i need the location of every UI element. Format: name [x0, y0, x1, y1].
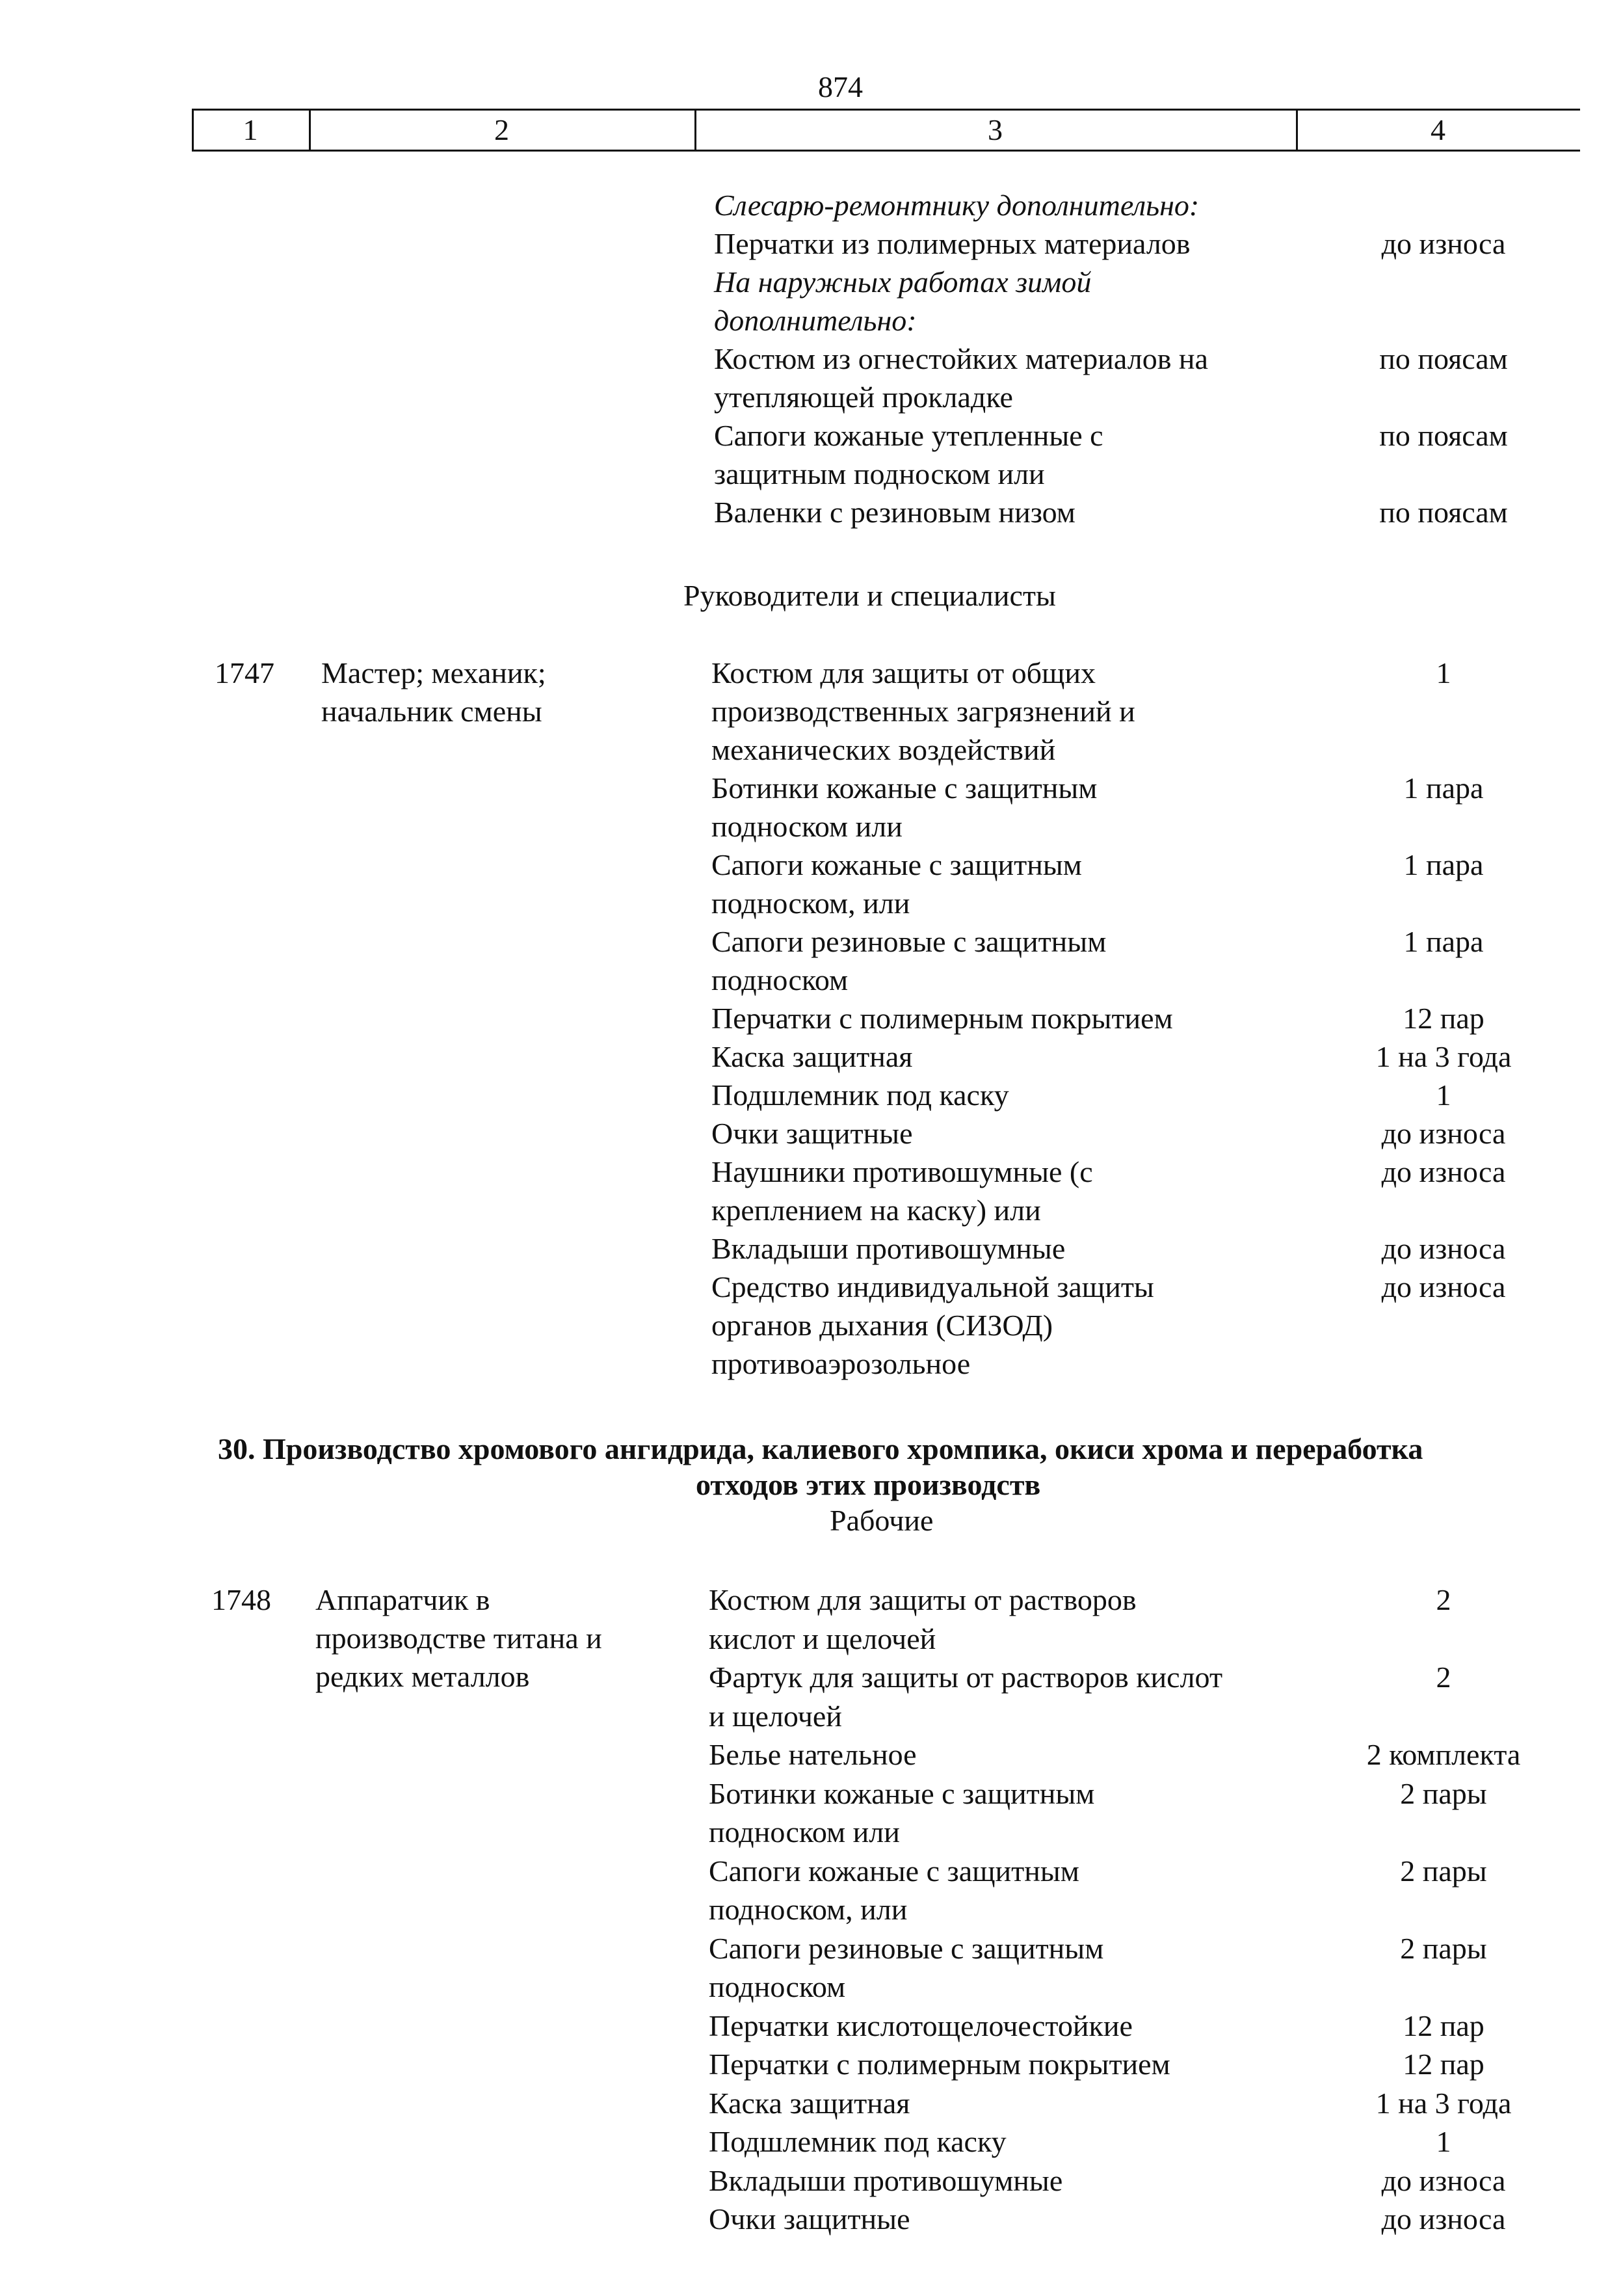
norm-value: по поясам [1379, 496, 1508, 529]
item-text: защитным подноском или [714, 457, 1045, 490]
item-text: Перчатки кислотощелочестойкие [709, 2009, 1133, 2042]
norm-value: 12 пар [1403, 1002, 1484, 1035]
profession-line: начальник смены [321, 695, 542, 728]
item-text: Наушники противошумные (с [711, 1155, 1093, 1188]
norm-value: 2 пары [1400, 1854, 1487, 1888]
item-text: Очки защитные [711, 1117, 913, 1150]
norm-value: 12 пар [1403, 2009, 1484, 2042]
norm-value: 1 [1436, 2125, 1451, 2158]
norm-value: до износа [1381, 227, 1506, 260]
entry-number-1748: 1748 [211, 1583, 271, 1616]
norm-value: 1 пара [1403, 771, 1484, 805]
table-header-row [192, 109, 1580, 152]
page-number: 874 [818, 70, 863, 103]
item-text: Перчатки с полимерным покрытием [709, 2048, 1170, 2081]
norm-value: 2 [1436, 1661, 1451, 1694]
norm-value: 12 пар [1403, 2048, 1484, 2081]
item-text: Сапоги кожаные с защитным [711, 848, 1082, 881]
item-text: подноском, или [709, 1893, 908, 1926]
item-text: механических воздействий [711, 733, 1056, 766]
item-text: Каска защитная [711, 1040, 913, 1073]
norm-value: 1 пара [1403, 848, 1484, 881]
item-text: Сапоги кожаные с защитным [709, 1854, 1079, 1888]
item-text: Каска защитная [709, 2086, 910, 2120]
item-text: Слесарю-ремонтнику дополнительно: [714, 189, 1200, 222]
item-text: кислот и щелочей [709, 1622, 936, 1655]
item-text: Вкладыши противошумные [709, 2163, 1063, 2197]
item-text: Ботинки кожаные с защитным [709, 1776, 1095, 1810]
item-text: Вкладыши противошумные [711, 1232, 1066, 1265]
norm-value: до износа [1381, 2202, 1506, 2236]
norm-value: 1 [1436, 656, 1451, 689]
header-col-4: 4 [1431, 113, 1445, 146]
section-30-subheading: Рабочие [830, 1504, 934, 1537]
section-30-title-cont: отходов этих производств [696, 1468, 1041, 1501]
item-text: Белье нательное [709, 1738, 917, 1771]
item-text: подноском [709, 1970, 846, 2003]
norm-value: 2 комплекта [1366, 1738, 1521, 1771]
header-col-1: 1 [243, 113, 258, 146]
item-text: На наружных работах зимой [714, 265, 1092, 299]
item-text: дополнительно: [714, 304, 917, 337]
norm-value: 1 пара [1403, 925, 1484, 958]
item-text: подноском или [709, 1815, 900, 1849]
item-text: Перчатки из полимерных материалов [714, 227, 1191, 260]
item-text: подноском или [711, 810, 903, 843]
item-text: подноском [711, 963, 849, 996]
item-text: Сапоги резиновые с защитным [711, 925, 1107, 958]
profession-line: редких металлов [315, 1660, 530, 1693]
norm-value: 2 пары [1400, 1931, 1487, 1965]
norm-value: до износа [1381, 1232, 1506, 1265]
item-text: Костюм для защиты от растворов [709, 1583, 1137, 1616]
profession-line: Мастер; механик; [321, 656, 546, 689]
item-text: Костюм для защиты от общих [711, 656, 1096, 689]
profession-line: Аппаратчик в [315, 1583, 490, 1616]
managers-heading: Руководители и специалисты [683, 579, 1056, 612]
item-text: органов дыхания (СИЗОД) [711, 1309, 1053, 1342]
norm-value: по поясам [1379, 419, 1508, 452]
norm-value: по поясам [1379, 342, 1508, 375]
section-30-title: 30. Производство хромового ангидрида, калиевого хромпика, окиси хрома и переработка [218, 1432, 1423, 1465]
item-text: производственных загрязнений и [711, 695, 1135, 728]
entry-number-1747: 1747 [215, 656, 274, 689]
norm-value: до износа [1381, 2163, 1506, 2197]
norm-value: до износа [1381, 1117, 1506, 1150]
item-text: Средство индивидуальной защиты [711, 1270, 1154, 1303]
item-text: Костюм из огнестойких материалов на [714, 342, 1208, 375]
header-col-3: 3 [988, 113, 1003, 146]
item-text: Фартук для защиты от растворов кислот [709, 1661, 1223, 1694]
norm-value: 2 пары [1400, 1776, 1487, 1810]
norm-value: 2 [1436, 1583, 1451, 1616]
item-text: Перчатки с полимерным покрытием [711, 1002, 1173, 1035]
norm-value: до износа [1381, 1155, 1506, 1188]
item-text: креплением на каску) или [711, 1194, 1041, 1227]
norm-value: 1 [1436, 1078, 1451, 1112]
item-text: противоаэрозольное [711, 1347, 971, 1380]
header-col-2: 2 [494, 113, 509, 146]
norm-value: 1 на 3 года [1375, 2086, 1512, 2120]
profession-line: производстве титана и [315, 1622, 602, 1655]
item-text: Сапоги кожаные утепленные с [714, 419, 1103, 452]
item-text: Подшлемник под каску [711, 1078, 1009, 1112]
norm-value: 1 на 3 года [1375, 1040, 1512, 1073]
item-text: Подшлемник под каску [709, 2125, 1007, 2158]
item-text: и щелочей [709, 1699, 842, 1733]
norm-value: до износа [1381, 1270, 1506, 1303]
item-text: Валенки с резиновым низом [714, 496, 1075, 529]
item-text: подноском, или [711, 887, 910, 920]
item-text: Очки защитные [709, 2202, 910, 2236]
item-text: Ботинки кожаные с защитным [711, 771, 1098, 805]
item-text: Сапоги резиновые с защитным [709, 1931, 1104, 1965]
item-text: утепляющей прокладке [714, 380, 1013, 414]
